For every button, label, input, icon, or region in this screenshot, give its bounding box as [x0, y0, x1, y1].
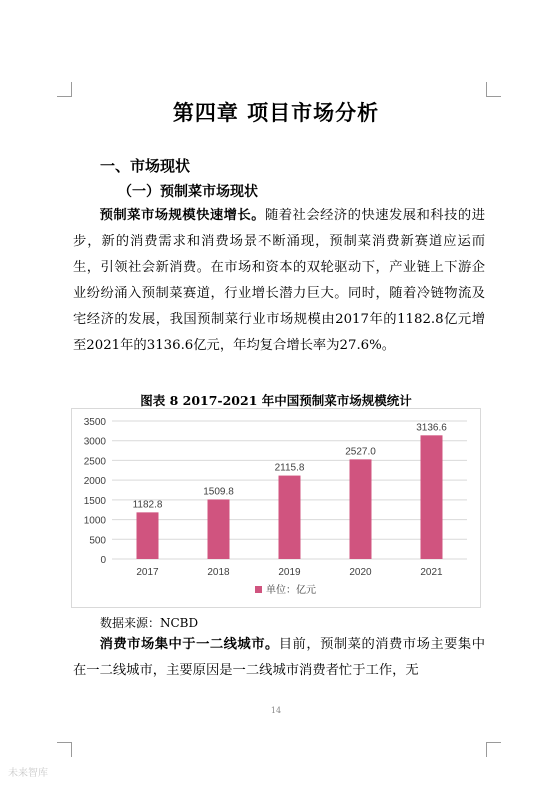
y-tick-label: 2500 [83, 456, 106, 468]
paragraph-lead: 预制菜市场规模快速增长。 [99, 208, 265, 223]
bar-chart [71, 408, 481, 608]
x-tick-label: 2019 [278, 567, 301, 578]
data-label: 1509.8 [203, 486, 234, 498]
watermark: 未来智库 [8, 768, 48, 779]
y-tick-label: 1000 [83, 515, 106, 527]
bar [279, 476, 301, 559]
data-label: 2527.0 [345, 446, 376, 458]
crop-mark-top-right [486, 82, 501, 97]
y-tick-label: 1500 [83, 495, 106, 507]
data-label: 2115.8 [274, 462, 305, 474]
x-tick-label: 2017 [136, 567, 159, 578]
paragraph-consumer-market [73, 632, 485, 684]
bar [421, 435, 443, 559]
x-tick-label: 2020 [349, 567, 372, 578]
paragraph-lead: 消费市场集中于一二线城市。 [99, 637, 279, 652]
paragraph-body: 目前，预制菜的消费市场主要集中在一二线城市，主要原因是一二线城市消费者忙于工作，无 [73, 637, 485, 678]
bar [208, 499, 230, 559]
paragraph-market-growth [73, 203, 485, 359]
bar-chart-svg [72, 409, 480, 607]
legend-swatch [255, 586, 262, 593]
source-note: 数据来源：NCBD [100, 616, 199, 630]
chapter-title: 第四章 项目市场分析 [172, 100, 380, 125]
paragraph-body: 随着社会经济的快速发展和科技的进步，新的消费需求和消费场景不断涌现，预制菜消费新赛道应运而生，引领社会新消费。在市场和资本的双轮驱动下，产业链上下游企业纷纷涌入预制菜赛道，行业增长潜力巨大。同时，随着冷链物流及宅经济的发展，我国预制菜行业市场规模由2017年的1182.8亿元增至2021年的3136.6亿元，年均复合增长率为27.6%。 [73, 208, 486, 353]
x-tick-label: 2021 [420, 567, 443, 578]
y-tick-label: 3500 [83, 417, 106, 428]
y-tick-label: 2000 [83, 476, 106, 488]
bar [137, 512, 159, 559]
data-label: 3136.6 [416, 422, 447, 434]
y-tick-label: 500 [89, 535, 106, 547]
y-tick-label: 3000 [83, 436, 106, 448]
page-number: 14 [270, 706, 282, 715]
figure-caption: 图表 8 2017-2021 年中国预制菜市场规模统计 [140, 393, 412, 408]
data-label: 1182.8 [132, 499, 163, 511]
crop-mark-bottom-right [486, 742, 501, 757]
crop-mark-top-left [57, 82, 72, 97]
legend-label: 单位：亿元 [266, 585, 316, 596]
section-heading: 一、市场现状 [100, 157, 191, 175]
x-tick-label: 2018 [207, 567, 230, 578]
y-tick-label: 0 [100, 555, 106, 566]
bar [350, 459, 372, 559]
crop-mark-bottom-left [57, 742, 72, 757]
subsection-heading: （一）预制菜市场现状 [118, 184, 258, 200]
